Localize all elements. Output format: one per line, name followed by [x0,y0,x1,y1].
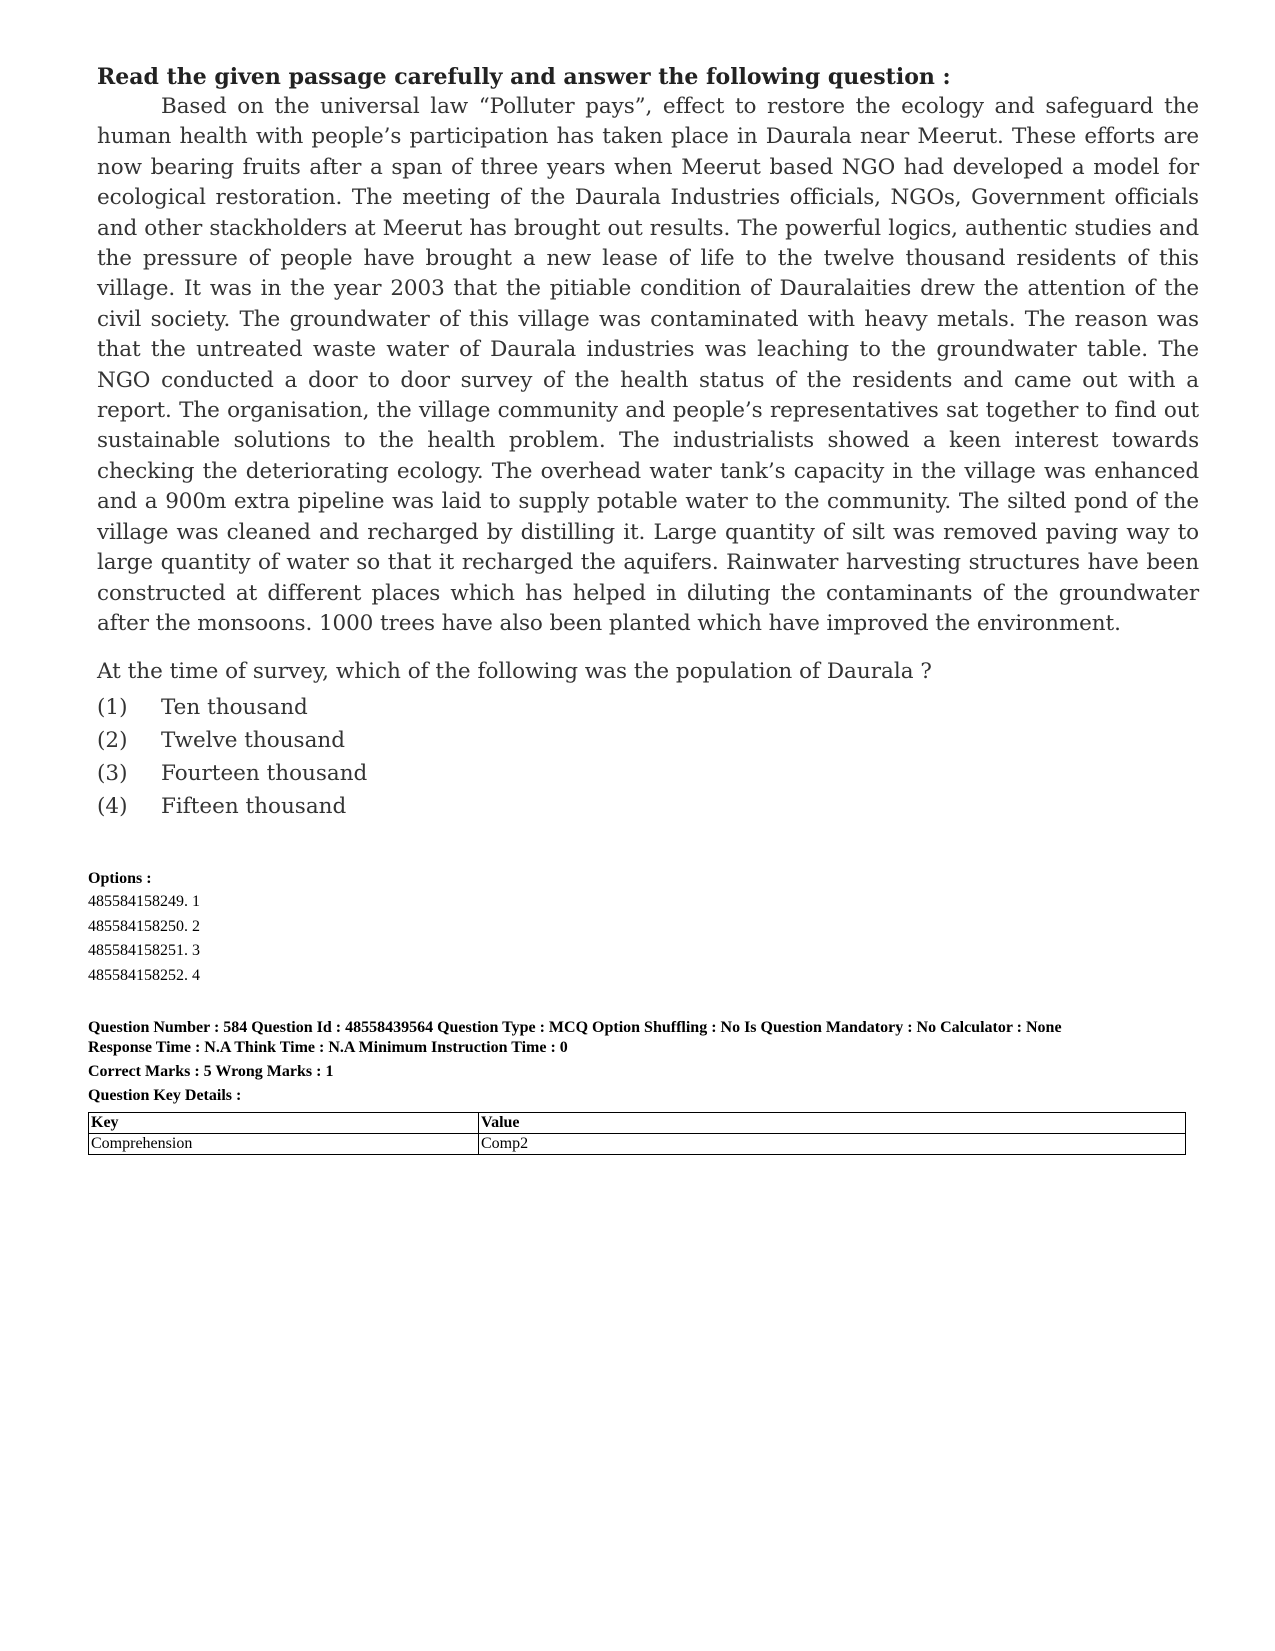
option-item: 485584158252. 4 [88,966,200,984]
key-details-table [88,1112,1186,1155]
option-item: 485584158251. 3 [88,942,200,959]
option-item: 485584158250. 2 [88,917,200,935]
choice-text: Fifteen thousand [161,794,347,820]
table-row [89,1134,1186,1155]
table-header-row [89,1113,1186,1134]
passage-body: Based on the universal law “Polluter pays”, effect to restore the ecology and safeguard the human health with people’s participation has taken place in Daurala near Meerut. These efforts are now bearing fruits after a span of three years when Meerut based NGO had developed a model for ecological restoration. The meeting of the Daurala Industries officials, NGOs, Government officials and other stackholders at Meerut has brought out results. The powerful logics, authentic studies and the pressure of people have brought a new lease of life to the twelve thousand residents of this village. It was in the year 2003 that the pitiable condition of Dauralaities drew the attention of the civil society. The groundwater of this village was contaminated with heavy metals. The reason was that the untreated waste water of Daurala industries was leaching to the groundwater table. The NGO conducted a door to door survey of the health status of the residents and came out with a report. The organisation, the village community and people’s representatives sat together to find out sustainable solutions to the health problem. The industrialists showed a keen interest towards checking the deteriorating ecology. The overhead water tank’s capacity in the village was enhanced and a 900m extra pipeline was laid to supply potable water to the community. The silted pond of the village was cleaned and recharged by distilling it. Large quantity of silt was removed paving way to large quantity of water so that it recharged the aquifers. Rainwater harvesting structures have been constructed at different places which has helped in diluting the contaminants of the groundwater after the monsoons. 1000 trees have also been planted which have improved the environment. [97,94,1199,636]
choice-text: Ten thousand [161,695,308,721]
choice-text: Fourteen thousand [161,761,368,787]
key-details-label: Question Key Details : [88,1087,242,1104]
passage-section [97,62,1199,823]
table-header-value: Value [479,1113,1186,1134]
question-info-line: Question Number : 584 Question Id : 48558439564 Question Type : MCQ Option Shuffling : No Is Question Mandatory : No Calculator : None [88,1019,1062,1036]
choice-list [97,691,1199,823]
table-header-key: Key [89,1113,479,1134]
choice-number: (1) [97,695,128,721]
table-cell-key: Comprehension [89,1134,479,1155]
option-item: 485584158249. 1 [88,893,200,910]
choice-1 [97,691,1199,724]
marks-info: Correct Marks : 5 Wrong Marks : 1 [88,1063,334,1080]
options-label: Options : [88,870,152,887]
timing-info-line: Response Time : N.A Think Time : N.A Minimum Instruction Time : 0 [88,1039,568,1056]
table-cell-value: Comp2 [479,1134,1186,1155]
choice-number: (3) [97,761,128,787]
choice-4 [97,790,1199,823]
choice-number: (2) [97,728,128,754]
question-meta-section [88,868,1188,1155]
passage-heading: Read the given passage carefully and answer the following question : [97,64,951,90]
choice-number: (4) [97,794,128,820]
choice-2 [97,724,1199,757]
question-text: At the time of survey, which of the following was the population of Daurala ? [97,659,932,685]
choice-text: Twelve thousand [161,728,346,754]
choice-3 [97,757,1199,790]
question-info [88,1018,1188,1058]
